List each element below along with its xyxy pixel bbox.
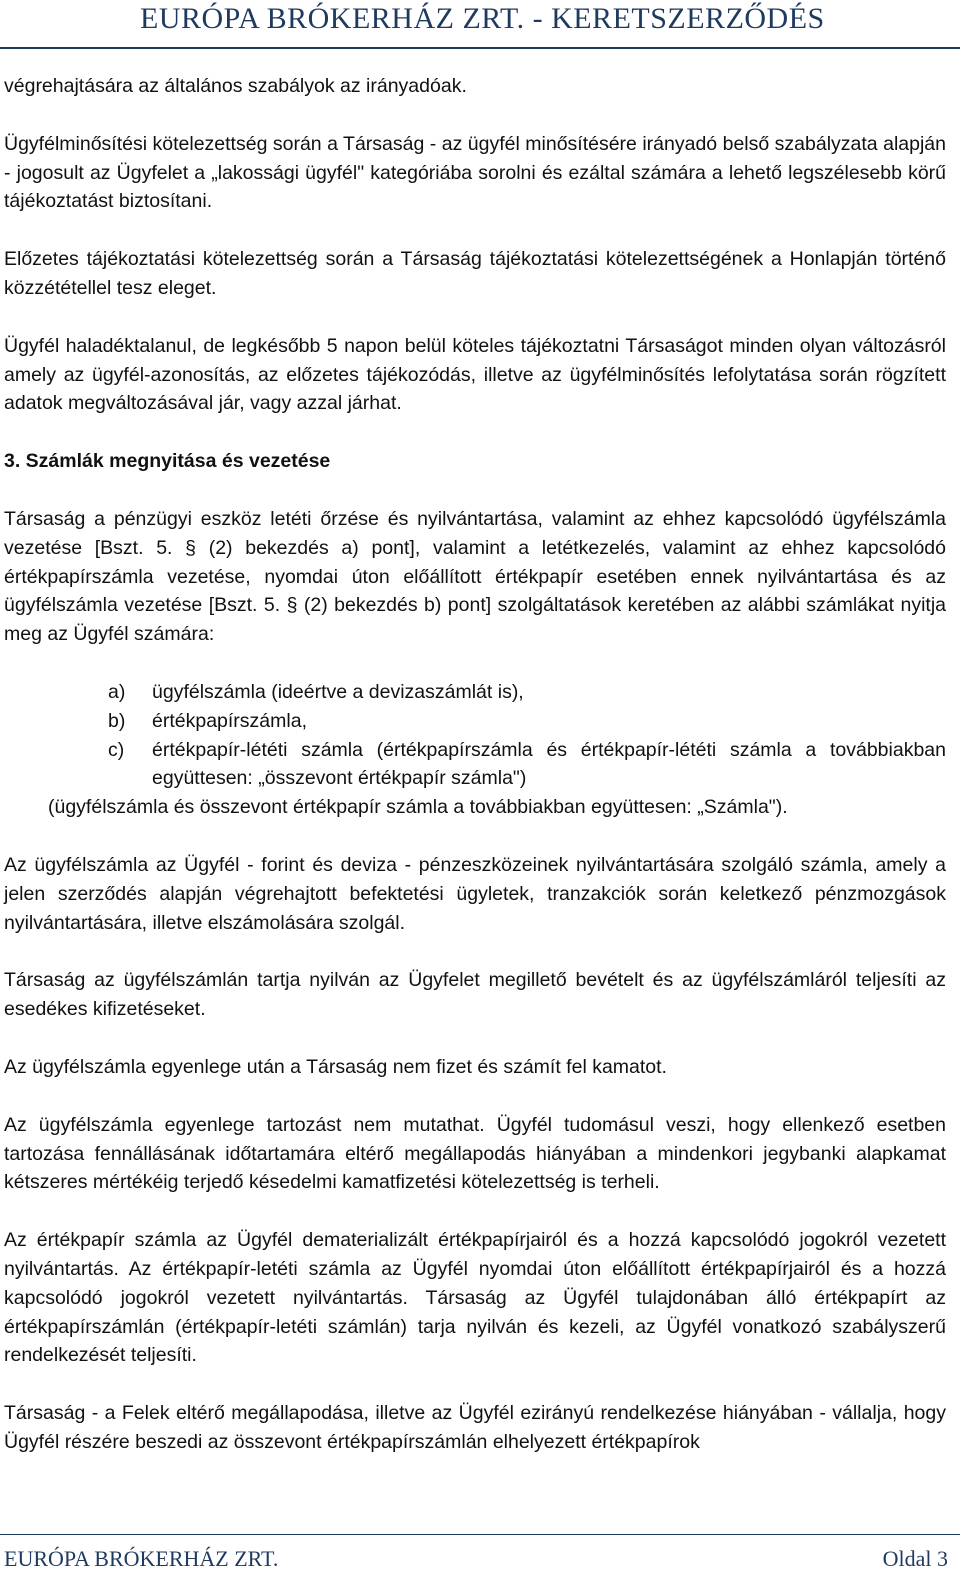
paragraph-client-classification: Ügyfélminősítési kötelezettség során a Társaság - az ügyfél minősítésére irányadó belső szabályzata alapján - jogosult az Ügyfelet a „lakossági ügyfél" kategóriába sorolni és ezáltal számára a lehető legszélesebb körű tájékoztatást biztosítani.: [4, 132, 946, 213]
paragraph-prior-information: Előzetes tájékoztatási kötelezettség során a Társaság tájékoztatási kötelezettségének a Honlapján történő közzététellel tesz eleget.: [4, 248, 946, 299]
paragraph-debt: Az ügyfélszámla egyenlege tartozást nem mutathat. Ügyfél tudomásul veszi, hogy ellenkező esetben tartozása fennállásának időtartamára eltérő megállapodás hiányában a mindenkori jegybanki alapkamat kétszeres mértékéig terjedő késedelmi kamatfizetési kötelezettség is terheli.: [4, 1113, 946, 1194]
footer-page-number: Oldal 3: [882, 1546, 948, 1571]
paragraph-account-services: Társaság a pénzügyi eszköz letéti őrzése és nyilvántartása, valamint az ehhez kapcsolódó ügyfélszámla vezetése [Bszt. 5. § (2) bekezdés a) pont], valamint a letétkezelés, valamint az ehhez kapcsolódó értékpapírszámla vezetése, nyomdai úton előállított értékpapír esetében ennek nyilvántartása és az ügyfélszámla vezetése [Bszt. 5. § (2) bekezdés b) pont] szolgáltatások keretében az alábbi számlákat nyitja meg az Ügyfél számára:: [4, 507, 946, 646]
list-item-text: értékpapír-lététi számla (értékpapírszámla és értékpapír-lététi számla a továbbiakban együttesen: „összevont értékpapír számla"): [152, 738, 946, 790]
list-item-label: a): [108, 680, 126, 703]
list-item-text: értékpapírszámla,: [152, 709, 307, 732]
list-item-label: c): [108, 738, 125, 761]
account-list: [4, 678, 946, 822]
document-body: [4, 72, 946, 1486]
page-header: [0, 0, 960, 50]
footer-company: EURÓPA BRÓKERHÁZ ZRT.: [4, 1546, 279, 1571]
paragraph-continuation: végrehajtására az általános szabályok az irányadóak.: [4, 75, 467, 97]
page-footer: [0, 1532, 960, 1580]
list-item-text: ügyfélszámla (ideértve a devizaszámlát is),: [152, 680, 524, 703]
list-item: [4, 678, 946, 707]
paragraph-interest: Az ügyfélszámla egyenlege után a Társaság nem fizet és számít fel kamatot.: [4, 1055, 667, 1078]
paragraph-client-account: Az ügyfélszámla az Ügyfél - forint és deviza - pénzeszközeinek nyilvántartására szolgáló számla, amely a jelen szerződés alapján végrehajtott befektetési ügyletek, tranzakciók során keletkező pénzmozgások nyilvántartására, illetve elszámolására szolgál.: [4, 853, 946, 934]
list-summary: (ügyfélszámla és összevont értékpapír számla a továbbiakban együttesen: „Számla").: [48, 796, 788, 819]
header-title: EURÓPA BRÓKERHÁZ ZRT. - KERETSZERZŐDÉS: [140, 2, 825, 35]
footer-rule: [0, 1534, 960, 1535]
paragraph-collection: Társaság - a Felek eltérő megállapodása, illetve az Ügyfél ezirányú rendelkezése hiányában - vállalja, hogy Ügyfél részére beszedi az összevont értékpapírszámlán elhelyezett értékpapírok: [4, 1402, 946, 1453]
list-item: [4, 707, 946, 736]
list-item-label: b): [108, 709, 126, 732]
list-item: [4, 736, 946, 794]
paragraph-revenue: Társaság az ügyfélszámlán tartja nyilván az Ügyfelet megillető bevételt és az ügyfélszámláról teljesíti az esedékes kifizetéseket.: [4, 969, 946, 1021]
paragraph-change-notification: Ügyfél haladéktalanul, de legkésőbb 5 napon belül köteles tájékoztatni Társaságot minden olyan változásról amely az ügyfél-azonosítás, az előzetes tájékozódás, illetve az ügyfélminősítés lefolytatása során rögzített adatok megváltozásával jár, vagy azzal járhat.: [4, 334, 946, 415]
header-rule: [0, 47, 960, 49]
section-heading: 3. Számlák megnyitása és vezetése: [4, 450, 331, 473]
paragraph-securities-account: Az értékpapír számla az Ügyfél dematerializált értékpapírjairól és a hozzá kapcsolódó jogokról vezetett nyilvántartás. Az értékpapír-letéti számla az Ügyfél nyomdai úton előállított értékpapírjairól és a hozzá kapcsolódó jogokról vezetett nyilvántartás. Társaság az Ügyfél tulajdonában álló értékpapírt az értékpapírszámlán (értékpapír-letéti számlán) tarja nyilván és kezeli, az Ügyfél vonatkozó szabályszerű rendelkezését teljesíti.: [4, 1229, 946, 1367]
